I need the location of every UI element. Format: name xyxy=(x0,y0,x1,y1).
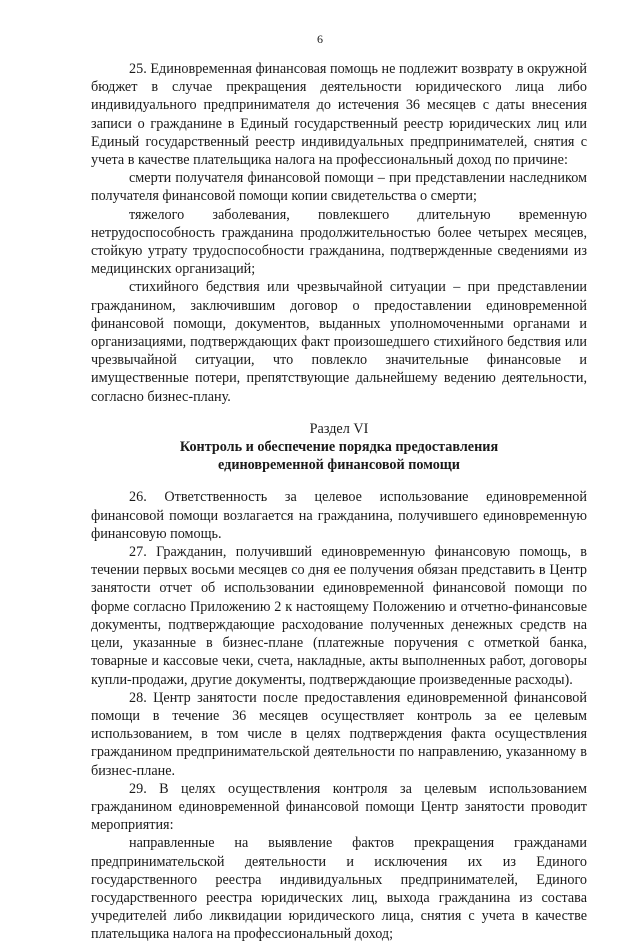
paragraph-26: 26. Ответственность за целевое использование единовременной финансовой помощи возлагается на гражданина, получившего единовременную финансовую помощь. xyxy=(91,489,587,542)
section-title-line2: единовременной финансовой помощи xyxy=(218,457,460,474)
section-heading xyxy=(91,420,587,475)
section-number: Раздел VI xyxy=(309,420,369,437)
paragraph-illness: тяжелого заболевания, повлекшего длительную временную нетрудоспособность гражданина продолжительностью более четырех месяцев, стойкую утрату трудоспособности гражданина, подтвержденные сведениями из медицинских организаций; xyxy=(91,206,587,278)
page-number: 6 xyxy=(317,32,323,46)
section-title-line1: Контроль и обеспечение порядка предоставления xyxy=(179,439,499,456)
document-body xyxy=(91,60,587,944)
paragraph-death: смерти получателя финансовой помощи – при представлении наследником получателя финансовой помощи копии свидетельства о смерти; xyxy=(91,170,587,205)
paragraph-29-measures: направленные на выявление фактов прекращения гражданами предпринимательской деятельности и исключения их из Единого государственного реестра индивидуальных предпринимателей, Единого государственного реестра юридических лиц, выхода гражданина из состава учредителей либо ликвидации юридического лица, снятия с учета в качестве плательщика налога на профессиональный доход; xyxy=(91,835,587,943)
paragraph-disaster: стихийного бедствия или чрезвычайной ситуации – при представлении гражданином, заключившим договор о предоставлении единовременной финансовой помощи, документов, выданных уполномоченными органами и организациями, подтверждающих факт произошедшего стихийного бедствия или чрезвычайной ситуации, что повлекло значительные финансовые и имущественные потери, препятствующие дальнейшему ведению деятельности, согласно бизнес-плану. xyxy=(91,279,587,405)
paragraph-29: 29. В целях осуществления контроля за целевым использованием гражданином единовременной финансовой помощи Центр занятости проводит мероприятия: xyxy=(91,780,587,834)
paragraph-28: 28. Центр занятости после предоставления единовременной финансовой помощи в течение 36 месяцев осуществляет контроль за ее целевым использованием, в том числе в целях подтверждения факта осуществления гражданином предпринимательской деятельности по направлению, указанному в бизнес-плане. xyxy=(91,689,587,779)
paragraph-25: 25. Единовременная финансовая помощь не подлежит возврату в окружной бюджет в случае прекращения деятельности юридического лица либо индивидуального предпринимателя до истечения 36 месяцев с даты внесения записи о гражданине в Единый государственный реестр юридических лиц или Единый государственный реестр индивидуальных предпринимателей, снятия с учета в качестве плательщика налога на профессиональный доход по причине: xyxy=(91,61,587,169)
paragraph-27: 27. Гражданин, получивший единовременную финансовую помощь, в течении первых восьми месяцев со дня ее получения обязан представить в Центр занятости отчет об использовании единовременной финансовой помощи по форме согласно Приложению 2 к настоящему Положению и отчетно-финансовые документы, подтверждающие расходование полученных денежных средств на цели, указанные в бизнес-плане (платежные поручения с отметкой банка, товарные и кассовые чеки, счета, накладные, акты выполненных работ, договоры купли-продажи, другие документы, подтверждающие произведенные расходы). xyxy=(91,544,587,688)
